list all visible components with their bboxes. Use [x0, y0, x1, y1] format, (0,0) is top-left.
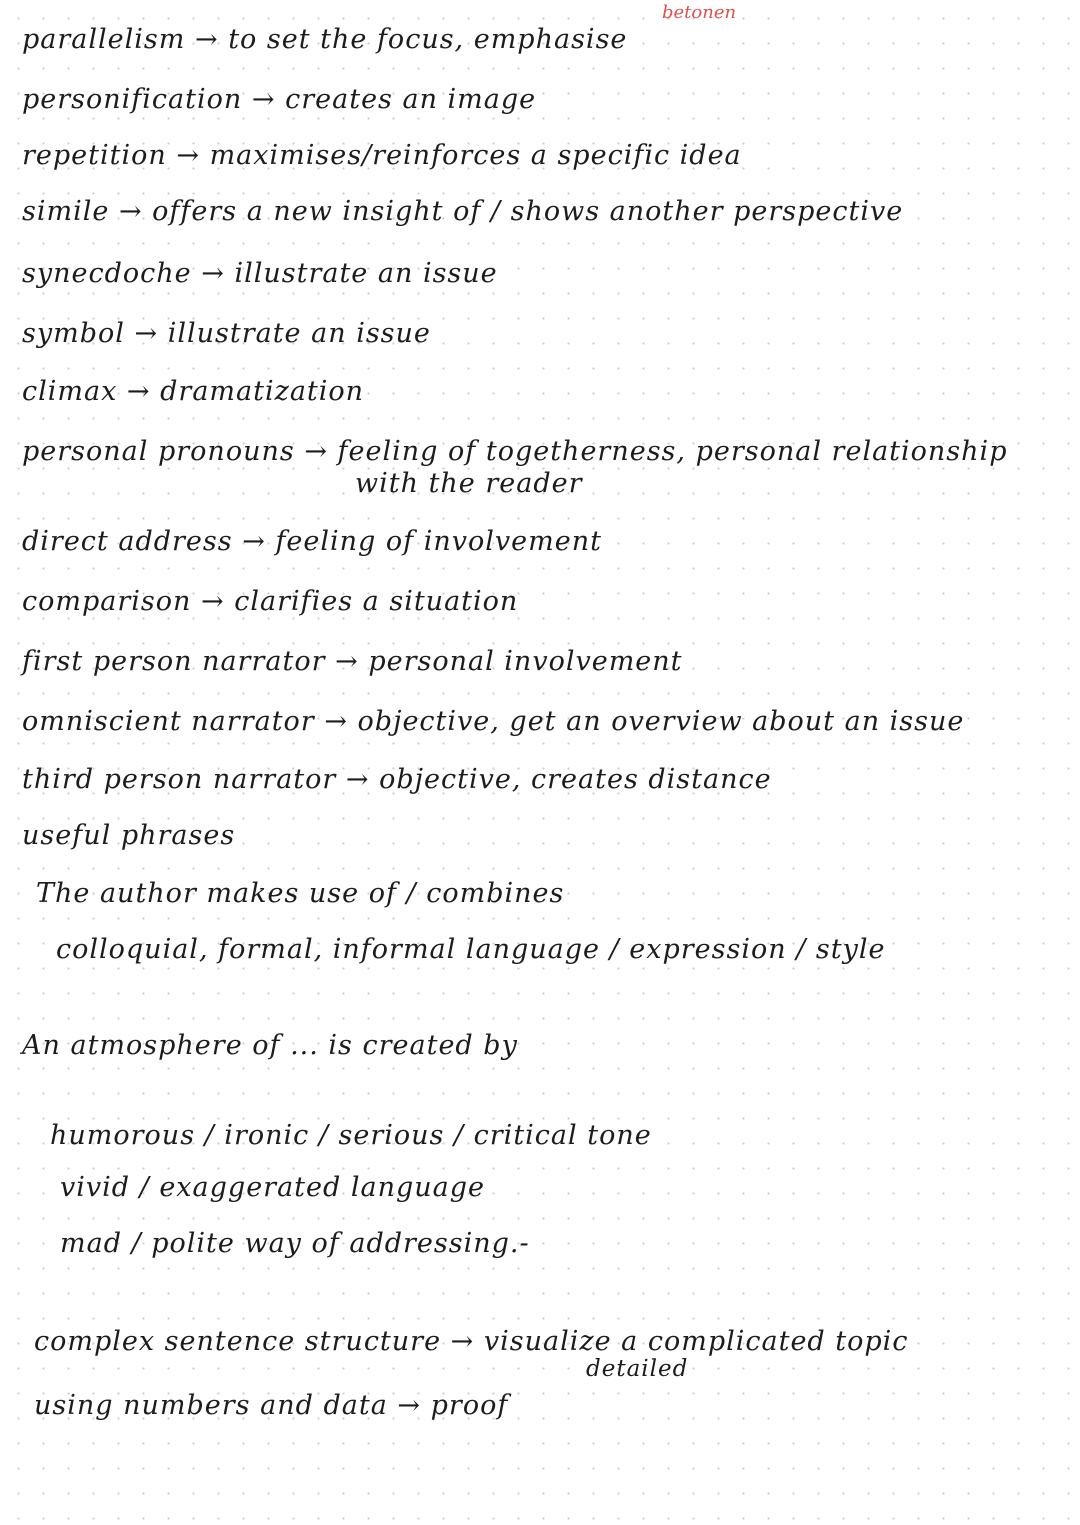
- note-parallelism: [22, 24, 627, 55]
- phrases-heading: useful phrases: [22, 820, 236, 851]
- arrow: →: [450, 1326, 475, 1357]
- description: clarifies a situation: [234, 586, 519, 617]
- term: personal pronouns: [22, 436, 295, 467]
- term: third person narrator: [22, 764, 337, 795]
- arrow: →: [304, 436, 328, 467]
- description: proof: [430, 1390, 509, 1421]
- description: objective, get an overview about an issue: [357, 706, 965, 737]
- arrow: →: [201, 586, 225, 617]
- phrase-author-makes-use: The author makes use of / combines: [36, 878, 565, 909]
- term: first person narrator: [22, 646, 326, 677]
- annotation-betonen: betonen: [662, 2, 737, 23]
- note-personal-pronouns: [22, 436, 1007, 467]
- phrase-atmosphere: An atmosphere of ... is created by: [22, 1030, 518, 1061]
- note-third-person-narrator: [22, 764, 772, 795]
- description: dramatization: [160, 376, 365, 407]
- arrow: →: [324, 706, 348, 737]
- note-simile: [22, 196, 903, 227]
- phrase-tone: humorous / ironic / serious / critical tone: [50, 1120, 652, 1151]
- arrow: →: [397, 1390, 422, 1421]
- note-complex-sentence: [34, 1326, 908, 1357]
- description: feeling of involvement: [275, 526, 602, 557]
- term: comparison: [22, 586, 192, 617]
- term: simile: [22, 196, 110, 227]
- description: visualize a complicated topic: [483, 1326, 909, 1357]
- arrow: →: [176, 140, 200, 171]
- note-personal-pronouns-cont: with the reader: [355, 468, 583, 499]
- phrase-language: vivid / exaggerated language: [60, 1172, 486, 1203]
- description: offers a new insight of / shows another perspective: [152, 196, 904, 227]
- arrow: →: [134, 318, 159, 349]
- term: repetition: [22, 140, 167, 171]
- term: personification: [22, 84, 243, 115]
- description: illustrate an issue: [167, 318, 431, 349]
- note-repetition: [22, 140, 742, 171]
- description: to set the focus, emphasise: [228, 24, 628, 55]
- note-climax: [22, 376, 364, 407]
- description: maximises/reinforces a specific idea: [209, 140, 742, 171]
- arrow: →: [251, 84, 276, 115]
- term: omniscient narrator: [22, 706, 315, 737]
- arrow: →: [118, 196, 143, 227]
- arrow: →: [194, 24, 219, 55]
- phrase-language-styles: colloquial, formal, informal language / expression / style: [56, 934, 886, 965]
- note-first-person-narrator: [22, 646, 683, 677]
- term: complex sentence structure: [34, 1326, 442, 1357]
- arrow: →: [201, 258, 225, 289]
- term: climax: [22, 376, 118, 407]
- note-omniscient-narrator: [22, 706, 964, 737]
- note-synecdoche: [22, 258, 498, 289]
- note-numbers-data: [34, 1390, 508, 1421]
- note-comparison: [22, 586, 518, 617]
- note-personification: [22, 84, 536, 115]
- description: illustrate an issue: [234, 258, 498, 289]
- arrow: →: [242, 526, 266, 557]
- phrase-addressing: mad / polite way of addressing.-: [60, 1228, 530, 1259]
- description: creates an image: [285, 84, 537, 115]
- note-complex-sentence-note: detailed: [586, 1356, 689, 1382]
- note-symbol: [22, 318, 431, 349]
- description: feeling of togetherness, personal relationship: [337, 436, 1008, 467]
- term: synecdoche: [22, 258, 192, 289]
- description: objective, creates distance: [379, 764, 772, 795]
- arrow: →: [345, 764, 370, 795]
- term: using numbers and data: [34, 1390, 388, 1421]
- term: parallelism: [22, 24, 186, 55]
- arrow: →: [126, 376, 151, 407]
- note-direct-address: [22, 526, 602, 557]
- term: symbol: [22, 318, 125, 349]
- term: direct address: [22, 526, 233, 557]
- description: personal involvement: [368, 646, 683, 677]
- arrow: →: [335, 646, 359, 677]
